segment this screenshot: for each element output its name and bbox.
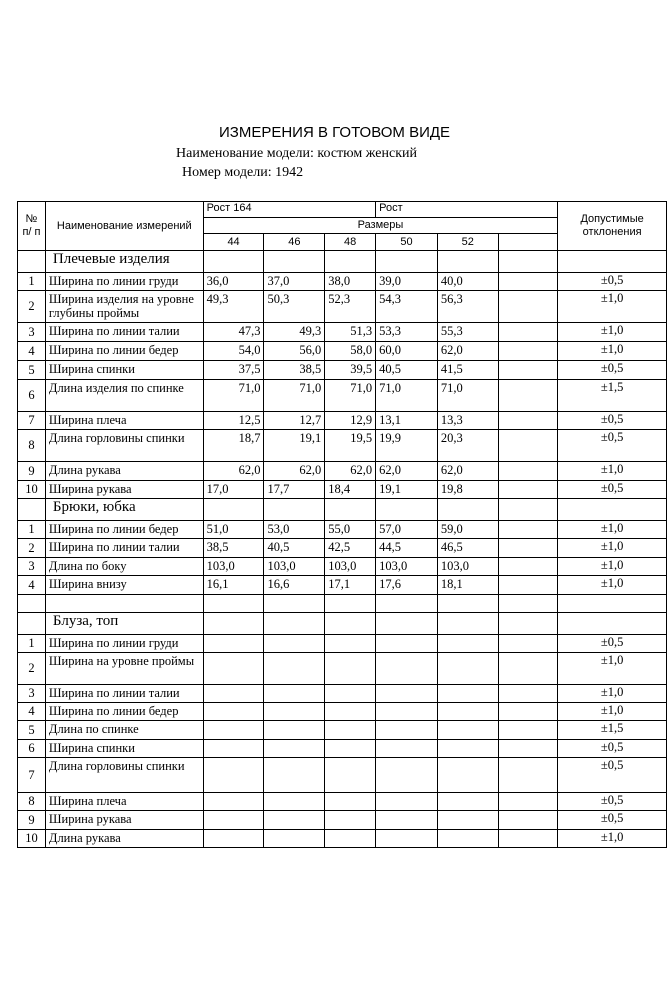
size-value <box>325 793 376 811</box>
size-value: 40,5 <box>264 539 325 558</box>
size-value: 103,0 <box>325 558 376 576</box>
empty-cell <box>18 613 46 635</box>
size-value: 103,0 <box>203 558 264 576</box>
size-value <box>437 653 498 685</box>
size-value <box>376 811 438 830</box>
size-value <box>203 703 264 721</box>
header-size: 52 <box>437 234 498 251</box>
empty-cell <box>203 613 264 635</box>
size-value <box>437 740 498 758</box>
empty-cell <box>498 758 558 793</box>
deviation-value: ±1,0 <box>558 830 667 848</box>
measurements-table <box>17 201 667 848</box>
section-row <box>18 613 667 635</box>
deviation-value: ±0,5 <box>558 412 667 430</box>
size-value <box>325 721 376 740</box>
size-value: 16,6 <box>264 576 325 595</box>
empty-cell <box>498 830 558 848</box>
empty-cell <box>558 251 667 273</box>
empty-cell <box>498 576 558 595</box>
row-number: 1 <box>18 273 46 291</box>
size-value <box>325 703 376 721</box>
empty-cell <box>498 273 558 291</box>
row-number: 8 <box>18 793 46 811</box>
size-value <box>264 635 325 653</box>
row-number: 2 <box>18 653 46 685</box>
empty-cell <box>498 481 558 499</box>
measurement-name: Длина рукава <box>45 462 203 481</box>
empty-cell <box>498 291 558 323</box>
empty-cell <box>437 595 498 613</box>
measurement-name: Ширина по линии груди <box>45 273 203 291</box>
size-value <box>437 793 498 811</box>
size-value <box>264 740 325 758</box>
empty-cell <box>498 703 558 721</box>
size-value: 71,0 <box>325 380 376 412</box>
measurement-name: Длина по боку <box>45 558 203 576</box>
row-number: 4 <box>18 703 46 721</box>
size-value: 38,0 <box>325 273 376 291</box>
deviation-value: ±1,0 <box>558 342 667 361</box>
size-value <box>376 685 438 703</box>
empty-cell <box>18 595 46 613</box>
size-value <box>203 635 264 653</box>
table-row <box>18 635 667 653</box>
empty-cell <box>498 412 558 430</box>
size-value <box>437 758 498 793</box>
deviation-value: ±0,5 <box>558 740 667 758</box>
deviation-value: ±0,5 <box>558 793 667 811</box>
measurement-name: Ширина по линии талии <box>45 685 203 703</box>
header-number: № п/ п <box>18 202 46 251</box>
size-value <box>264 793 325 811</box>
size-value <box>325 740 376 758</box>
row-number: 1 <box>18 521 46 539</box>
size-value: 36,0 <box>203 273 264 291</box>
row-number: 1 <box>18 635 46 653</box>
measurement-name: Ширина на уровне проймы <box>45 653 203 685</box>
deviation-value: ±1,0 <box>558 323 667 342</box>
size-value: 51,0 <box>203 521 264 539</box>
empty-cell <box>558 613 667 635</box>
size-value <box>376 653 438 685</box>
spacer-row <box>18 595 667 613</box>
empty-cell <box>498 430 558 462</box>
empty-cell <box>376 613 438 635</box>
empty-cell <box>45 595 203 613</box>
size-value <box>376 758 438 793</box>
row-number: 10 <box>18 481 46 499</box>
empty-cell <box>498 251 558 273</box>
table-row <box>18 380 667 412</box>
measurement-name: Ширина по линии бедер <box>45 703 203 721</box>
table-row <box>18 653 667 685</box>
deviation-value: ±0,5 <box>558 273 667 291</box>
table-row <box>18 830 667 848</box>
size-value <box>325 635 376 653</box>
header-name: Наименование измерений <box>45 202 203 251</box>
size-value <box>203 793 264 811</box>
table-row <box>18 361 667 380</box>
size-value: 52,3 <box>325 291 376 323</box>
header-rost-2: Рост <box>376 202 558 218</box>
deviation-value: ±1,0 <box>558 558 667 576</box>
empty-cell <box>325 613 376 635</box>
section-row <box>18 251 667 273</box>
deviation-value: ±1,0 <box>558 685 667 703</box>
empty-cell <box>264 595 325 613</box>
table-row <box>18 721 667 740</box>
size-value: 46,5 <box>437 539 498 558</box>
size-value: 71,0 <box>376 380 438 412</box>
row-number: 7 <box>18 412 46 430</box>
empty-cell <box>498 685 558 703</box>
row-number: 9 <box>18 462 46 481</box>
measurement-name: Ширина изделия на уровне глубины проймы <box>45 291 203 323</box>
size-value: 17,1 <box>325 576 376 595</box>
header-deviation: Допустимые отклонения <box>558 202 667 251</box>
deviation-value: ±1,0 <box>558 521 667 539</box>
table-row <box>18 342 667 361</box>
deviation-value: ±1,0 <box>558 576 667 595</box>
row-number: 4 <box>18 342 46 361</box>
size-value: 53,0 <box>264 521 325 539</box>
table-row <box>18 576 667 595</box>
measurement-name: Длина изделия по спинке <box>45 380 203 412</box>
size-value: 18,7 <box>203 430 264 462</box>
size-value <box>264 685 325 703</box>
empty-cell <box>18 251 46 273</box>
row-number: 8 <box>18 430 46 462</box>
row-number: 6 <box>18 380 46 412</box>
size-value: 20,3 <box>437 430 498 462</box>
size-value: 41,5 <box>437 361 498 380</box>
size-value: 18,4 <box>325 481 376 499</box>
empty-cell <box>498 521 558 539</box>
empty-cell <box>264 251 325 273</box>
size-value: 71,0 <box>264 380 325 412</box>
header-sizes-label: Размеры <box>203 218 558 234</box>
size-value <box>264 811 325 830</box>
size-value: 39,0 <box>376 273 438 291</box>
measurement-name: Ширина рукава <box>45 481 203 499</box>
section-row <box>18 499 667 521</box>
size-value <box>264 653 325 685</box>
table-row <box>18 558 667 576</box>
header-size-empty <box>498 234 558 251</box>
size-value <box>437 703 498 721</box>
size-value: 58,0 <box>325 342 376 361</box>
table-row <box>18 430 667 462</box>
empty-cell <box>498 342 558 361</box>
size-value <box>437 685 498 703</box>
row-number: 7 <box>18 758 46 793</box>
size-value: 62,0 <box>203 462 264 481</box>
size-value <box>203 653 264 685</box>
size-value: 44,5 <box>376 539 438 558</box>
empty-cell <box>498 462 558 481</box>
size-value: 56,3 <box>437 291 498 323</box>
table-row <box>18 521 667 539</box>
empty-cell <box>203 251 264 273</box>
size-value: 50,3 <box>264 291 325 323</box>
section-title: Блуза, топ <box>45 613 203 635</box>
empty-cell <box>498 558 558 576</box>
size-value <box>264 830 325 848</box>
empty-cell <box>264 499 325 521</box>
size-value: 18,1 <box>437 576 498 595</box>
empty-cell <box>558 499 667 521</box>
row-number: 5 <box>18 721 46 740</box>
size-value: 103,0 <box>264 558 325 576</box>
measurement-name: Длина по спинке <box>45 721 203 740</box>
size-value: 37,0 <box>264 273 325 291</box>
empty-cell <box>203 499 264 521</box>
table-row <box>18 740 667 758</box>
table-row <box>18 703 667 721</box>
measurement-name: Ширина плеча <box>45 793 203 811</box>
header-size: 46 <box>264 234 325 251</box>
deviation-value: ±1,0 <box>558 462 667 481</box>
size-value: 17,0 <box>203 481 264 499</box>
header-rost-1: Рост 164 <box>203 202 375 218</box>
row-number: 3 <box>18 558 46 576</box>
size-value: 40,5 <box>376 361 438 380</box>
size-value: 54,3 <box>376 291 438 323</box>
header-size: 44 <box>203 234 264 251</box>
deviation-value: ±0,5 <box>558 481 667 499</box>
empty-cell <box>498 539 558 558</box>
size-value: 49,3 <box>264 323 325 342</box>
size-value <box>325 758 376 793</box>
empty-cell <box>498 793 558 811</box>
size-value: 38,5 <box>203 539 264 558</box>
empty-cell <box>498 811 558 830</box>
table-row <box>18 462 667 481</box>
size-value: 55,3 <box>437 323 498 342</box>
size-value <box>376 721 438 740</box>
empty-cell <box>498 323 558 342</box>
empty-cell <box>264 613 325 635</box>
size-value: 56,0 <box>264 342 325 361</box>
size-value: 53,3 <box>376 323 438 342</box>
size-value: 13,1 <box>376 412 438 430</box>
size-value: 38,5 <box>264 361 325 380</box>
size-value <box>203 830 264 848</box>
size-value <box>437 721 498 740</box>
row-number: 2 <box>18 291 46 323</box>
size-value: 16,1 <box>203 576 264 595</box>
size-value: 103,0 <box>437 558 498 576</box>
size-value: 12,7 <box>264 412 325 430</box>
size-value: 40,0 <box>437 273 498 291</box>
table-row <box>18 793 667 811</box>
size-value <box>437 811 498 830</box>
table-row <box>18 539 667 558</box>
table-row <box>18 758 667 793</box>
table-row <box>18 273 667 291</box>
measurement-name: Ширина внизу <box>45 576 203 595</box>
row-number: 4 <box>18 576 46 595</box>
size-value: 42,5 <box>325 539 376 558</box>
empty-cell <box>18 499 46 521</box>
table-row <box>18 481 667 499</box>
size-value: 71,0 <box>203 380 264 412</box>
size-value <box>203 811 264 830</box>
page-title: ИЗМЕРЕНИЯ В ГОТОВОМ ВИДЕ <box>218 124 451 141</box>
size-value: 19,9 <box>376 430 438 462</box>
size-value: 19,8 <box>437 481 498 499</box>
empty-cell <box>376 499 438 521</box>
deviation-value: ±0,5 <box>558 361 667 380</box>
size-value <box>264 721 325 740</box>
empty-cell <box>498 635 558 653</box>
empty-cell <box>325 595 376 613</box>
size-value <box>325 811 376 830</box>
size-value <box>325 830 376 848</box>
measurement-name: Длина рукава <box>45 830 203 848</box>
measurement-name: Ширина плеча <box>45 412 203 430</box>
measurement-name: Ширина по линии груди <box>45 635 203 653</box>
header-size: 50 <box>376 234 438 251</box>
deviation-value: ±0,5 <box>558 635 667 653</box>
size-value: 37,5 <box>203 361 264 380</box>
size-value: 62,0 <box>264 462 325 481</box>
size-value <box>325 653 376 685</box>
table-row <box>18 811 667 830</box>
size-value: 62,0 <box>376 462 438 481</box>
size-value <box>264 703 325 721</box>
measurement-name: Ширина по линии бедер <box>45 521 203 539</box>
size-value: 17,7 <box>264 481 325 499</box>
size-value: 71,0 <box>437 380 498 412</box>
measurement-name: Ширина спинки <box>45 740 203 758</box>
size-value <box>203 758 264 793</box>
empty-cell <box>203 595 264 613</box>
size-value: 51,3 <box>325 323 376 342</box>
deviation-value: ±1,5 <box>558 721 667 740</box>
size-value <box>376 703 438 721</box>
deviation-value: ±0,5 <box>558 758 667 793</box>
size-value: 12,9 <box>325 412 376 430</box>
row-number: 3 <box>18 685 46 703</box>
measurement-name: Ширина спинки <box>45 361 203 380</box>
size-value: 54,0 <box>203 342 264 361</box>
row-number: 5 <box>18 361 46 380</box>
measurement-name: Ширина рукава <box>45 811 203 830</box>
deviation-value: ±1,0 <box>558 539 667 558</box>
size-value: 39,5 <box>325 361 376 380</box>
size-value: 19,1 <box>264 430 325 462</box>
size-value <box>264 758 325 793</box>
size-value: 17,6 <box>376 576 438 595</box>
size-value: 47,3 <box>203 323 264 342</box>
size-value: 49,3 <box>203 291 264 323</box>
size-value <box>437 830 498 848</box>
size-value: 62,0 <box>437 462 498 481</box>
model-number: Номер модели: 1942 <box>182 165 304 180</box>
empty-cell <box>325 251 376 273</box>
size-value: 12,5 <box>203 412 264 430</box>
row-number: 3 <box>18 323 46 342</box>
empty-cell <box>498 653 558 685</box>
size-value: 103,0 <box>376 558 438 576</box>
size-value <box>203 721 264 740</box>
empty-cell <box>498 361 558 380</box>
table-row <box>18 412 667 430</box>
size-value: 62,0 <box>325 462 376 481</box>
size-value <box>437 635 498 653</box>
deviation-value: ±1,0 <box>558 653 667 685</box>
size-value <box>325 685 376 703</box>
size-value <box>376 740 438 758</box>
measurement-name: Ширина по линии талии <box>45 323 203 342</box>
empty-cell <box>325 499 376 521</box>
empty-cell <box>498 613 558 635</box>
model-name: Наименование модели: костюм женский <box>176 146 417 161</box>
size-value <box>376 793 438 811</box>
empty-cell <box>437 613 498 635</box>
empty-cell <box>437 251 498 273</box>
size-value <box>376 830 438 848</box>
size-value: 60,0 <box>376 342 438 361</box>
empty-cell <box>498 595 558 613</box>
deviation-value: ±0,5 <box>558 811 667 830</box>
size-value <box>203 740 264 758</box>
table-row <box>18 291 667 323</box>
size-value: 57,0 <box>376 521 438 539</box>
deviation-value: ±0,5 <box>558 430 667 462</box>
size-value: 13,3 <box>437 412 498 430</box>
row-number: 2 <box>18 539 46 558</box>
row-number: 10 <box>18 830 46 848</box>
empty-cell <box>498 499 558 521</box>
deviation-value: ±1,0 <box>558 703 667 721</box>
deviation-value: ±1,0 <box>558 291 667 323</box>
empty-cell <box>558 595 667 613</box>
size-value <box>376 635 438 653</box>
size-value: 19,1 <box>376 481 438 499</box>
section-title: Брюки, юбка <box>45 499 203 521</box>
empty-cell <box>498 740 558 758</box>
empty-cell <box>376 595 438 613</box>
table-row <box>18 685 667 703</box>
empty-cell <box>376 251 438 273</box>
section-title: Плечевые изделия <box>45 251 203 273</box>
size-value: 59,0 <box>437 521 498 539</box>
size-value: 55,0 <box>325 521 376 539</box>
size-value: 62,0 <box>437 342 498 361</box>
row-number: 9 <box>18 811 46 830</box>
measurement-name: Длина горловины спинки <box>45 430 203 462</box>
empty-cell <box>437 499 498 521</box>
empty-cell <box>498 721 558 740</box>
measurement-name: Ширина по линии бедер <box>45 342 203 361</box>
header-size: 48 <box>325 234 376 251</box>
table-row <box>18 323 667 342</box>
measurement-name: Ширина по линии талии <box>45 539 203 558</box>
measurement-name: Длина горловины спинки <box>45 758 203 793</box>
deviation-value: ±1,5 <box>558 380 667 412</box>
empty-cell <box>498 380 558 412</box>
row-number: 6 <box>18 740 46 758</box>
size-value <box>203 685 264 703</box>
size-value: 19,5 <box>325 430 376 462</box>
